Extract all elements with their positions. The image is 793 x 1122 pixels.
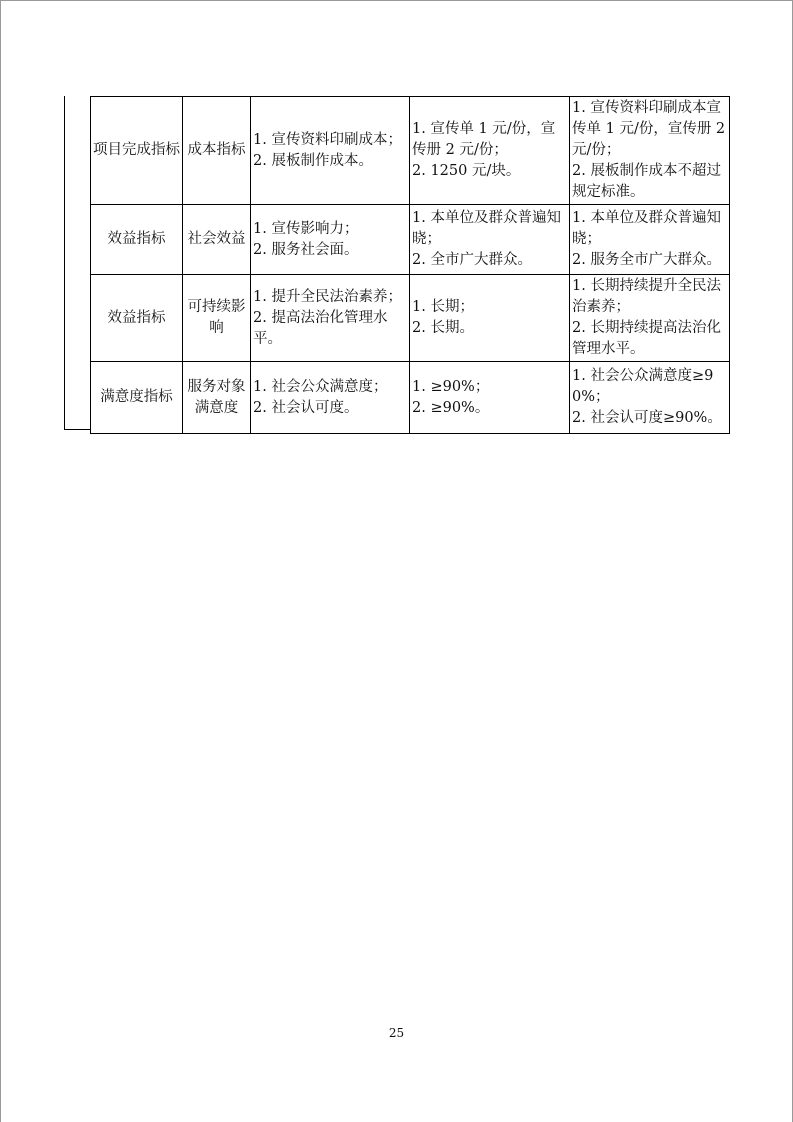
content-cell: [251, 97, 410, 205]
target-line: 2. ≥90%。: [412, 399, 490, 416]
target-line: 1. ≥90%；: [412, 378, 490, 395]
sub-indicator-cell: 社会效益: [183, 205, 251, 275]
indicator-cell: 项目完成指标: [91, 97, 183, 205]
target-line: 2. 长期。: [412, 320, 474, 336]
table-row: [91, 362, 730, 434]
indicator-cell: 效益指标: [91, 275, 183, 362]
content-cell: [251, 362, 410, 434]
indicator-cell: 效益指标: [91, 205, 183, 275]
target-cell: [410, 275, 570, 362]
target-line: 2. 1250 元/块。: [412, 163, 521, 179]
content-line: 1. 提升全民法治素养；: [253, 288, 402, 305]
target-cell: [410, 205, 570, 275]
content-line: 1. 宣传影响力；: [253, 220, 359, 237]
actual-line: 1. 长期持续提升全民法治素养；: [572, 278, 721, 315]
content-line: 1. 社会公众满意度；: [253, 378, 388, 395]
table-row: [91, 97, 730, 205]
content-line: 1. 宣传资料印刷成本；: [253, 131, 402, 148]
content-cell: [251, 275, 410, 362]
page-border-left: [0, 0, 1, 1122]
actual-line: 1. 本单位及群众普遍知晓；: [572, 210, 721, 247]
page-number: 25: [388, 1026, 405, 1040]
table-left-frame: [64, 96, 90, 430]
target-line: 2. 全市广大群众。: [412, 252, 532, 268]
actual-line: 2. 服务全市广大群众。: [572, 252, 721, 268]
page-border-top: [0, 0, 793, 1]
content-cell: [251, 205, 410, 275]
actual-cell: [570, 97, 730, 205]
actual-line: 2. 社会认可度≥90%。: [572, 410, 722, 426]
content-line: 2. 展板制作成本。: [253, 152, 373, 169]
actual-cell: [570, 362, 730, 434]
content-line: 2. 提高法治化管理水平。: [253, 309, 388, 347]
actual-line: 2. 长期持续提高法治化管理水平。: [572, 320, 721, 357]
indicator-cell: 满意度指标: [91, 362, 183, 434]
target-line: 1. 长期；: [412, 299, 474, 315]
actual-cell: [570, 275, 730, 362]
actual-line: 1. 宣传资料印刷成本宣传单 1 元/份，宣传册 2 元/份；: [572, 100, 726, 158]
table-row: [91, 205, 730, 275]
performance-indicator-table: [90, 96, 730, 434]
target-line: 1. 本单位及群众普遍知晓；: [412, 210, 561, 247]
target-line: 1. 宣传单 1 元/份，宣传册 2 元/份；: [412, 121, 556, 158]
actual-line: 1. 社会公众满意度≥90%；: [572, 368, 714, 405]
sub-indicator-cell: 可持续影响: [183, 275, 251, 362]
sub-indicator-cell: 成本指标: [183, 97, 251, 205]
table-row: [91, 275, 730, 362]
content-line: 2. 服务社会面。: [253, 241, 359, 258]
target-cell: [410, 362, 570, 434]
sub-indicator-cell: 服务对象满意度: [183, 362, 251, 434]
actual-cell: [570, 205, 730, 275]
target-cell: [410, 97, 570, 205]
actual-line: 2. 展板制作成本不超过规定标准。: [572, 163, 721, 200]
content-line: 2. 社会认可度。: [253, 399, 359, 416]
